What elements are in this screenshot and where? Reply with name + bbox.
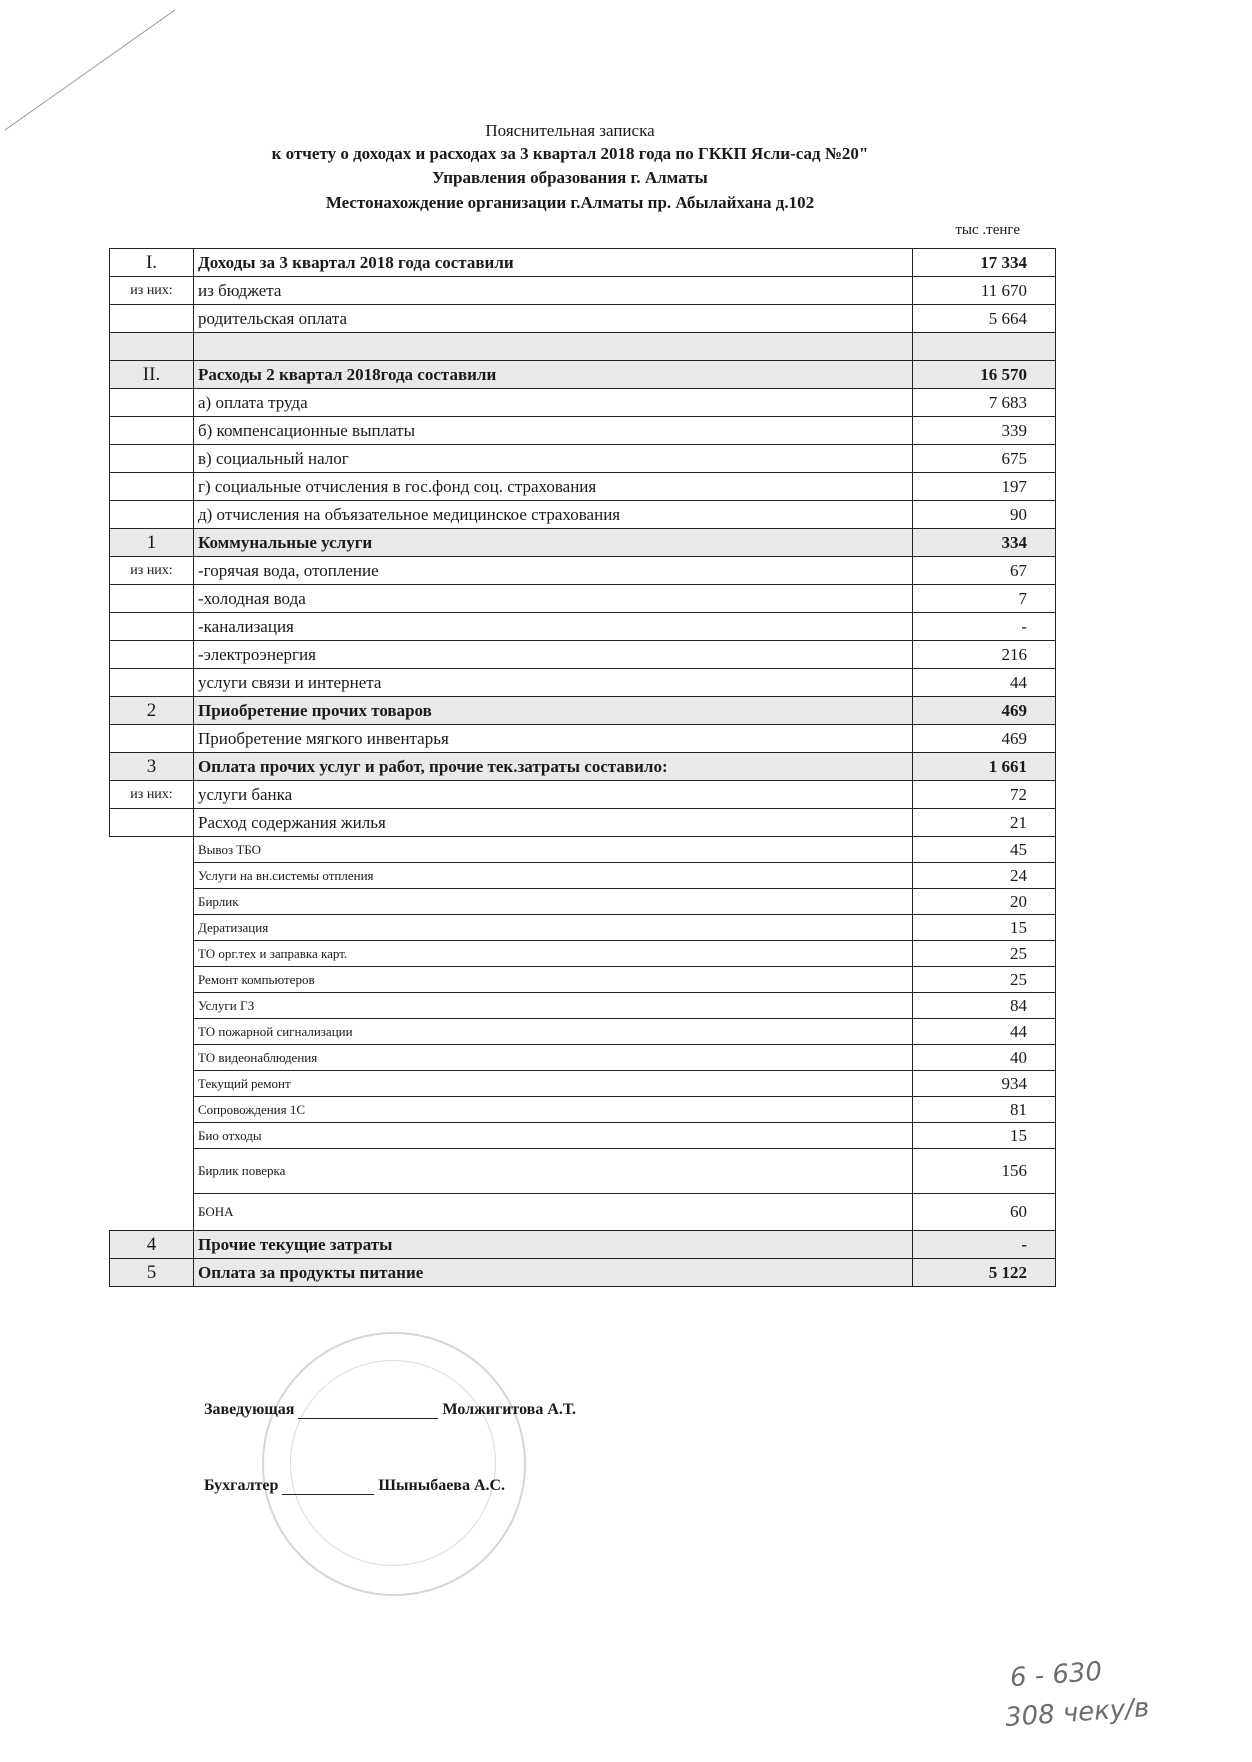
- table-row: [110, 725, 1056, 753]
- row-number: I.: [110, 249, 194, 277]
- row-description: Дератизация: [194, 915, 913, 941]
- row-value: 72: [913, 781, 1056, 809]
- row-description: Доходы за 3 квартал 2018 года составили: [194, 249, 913, 277]
- row-value: 15: [913, 915, 1056, 941]
- table-row: [110, 863, 1056, 889]
- row-description: Коммунальные услуги: [194, 529, 913, 557]
- table-row: [110, 781, 1056, 809]
- row-number: [110, 641, 194, 669]
- row-description: Ремонт компьютеров: [194, 967, 913, 993]
- row-number: [110, 669, 194, 697]
- row-description: в) социальный налог: [194, 445, 913, 473]
- row-value: 90: [913, 501, 1056, 529]
- row-description: а) оплата труда: [194, 389, 913, 417]
- doc-title: Пояснительная записка: [485, 121, 655, 140]
- row-number: [110, 1071, 194, 1097]
- row-value: 21: [913, 809, 1056, 837]
- row-value: 15: [913, 1123, 1056, 1149]
- row-description: Приобретение мягкого инвентарья: [194, 725, 913, 753]
- row-number: [110, 445, 194, 473]
- row-number: [110, 1123, 194, 1149]
- row-number: [110, 889, 194, 915]
- row-description: ТО пожарной сигнализации: [194, 1019, 913, 1045]
- row-description: -холодная вода: [194, 585, 913, 613]
- row-number: [110, 305, 194, 333]
- row-description: Услуги ГЗ: [194, 993, 913, 1019]
- row-description: б) компенсационные выплаты: [194, 417, 913, 445]
- table-row: [110, 1194, 1056, 1231]
- organization-stamp: [262, 1332, 526, 1596]
- table-row: [110, 613, 1056, 641]
- table-row: [110, 1259, 1056, 1287]
- row-description: Бирлик: [194, 889, 913, 915]
- row-value: 11 670: [913, 277, 1056, 305]
- row-number: [110, 1149, 194, 1194]
- row-number: 4: [110, 1231, 194, 1259]
- accountant-signature-line: [204, 1476, 505, 1495]
- row-value: 1 661: [913, 753, 1056, 781]
- table-row: [110, 1097, 1056, 1123]
- table-row: [110, 277, 1056, 305]
- table-row: [110, 501, 1056, 529]
- row-number: [110, 915, 194, 941]
- row-value: 156: [913, 1149, 1056, 1194]
- row-value: 25: [913, 941, 1056, 967]
- row-description: Оплата за продукты питание: [194, 1259, 913, 1287]
- table-row: [110, 333, 1056, 361]
- currency-unit: тыс .тенге: [955, 222, 1020, 238]
- table-row: [110, 641, 1056, 669]
- row-value: 7 683: [913, 389, 1056, 417]
- row-number: [110, 941, 194, 967]
- row-value: 67: [913, 557, 1056, 585]
- row-value: 675: [913, 445, 1056, 473]
- table-row: [110, 473, 1056, 501]
- table-row: [110, 1019, 1056, 1045]
- row-description: Расход содержания жилья: [194, 809, 913, 837]
- table-row: [110, 967, 1056, 993]
- row-value: 5 122: [913, 1259, 1056, 1287]
- row-number: [110, 1194, 194, 1231]
- row-description: Прочие текущие затраты: [194, 1231, 913, 1259]
- accountant-label: Бухгалтер: [204, 1477, 279, 1494]
- row-number: [110, 1045, 194, 1071]
- row-value: 44: [913, 669, 1056, 697]
- row-description: Сопровождения 1С: [194, 1097, 913, 1123]
- row-description: д) отчисления на объязательное медицинское страхования: [194, 501, 913, 529]
- row-description: Услуги на вн.системы отпления: [194, 863, 913, 889]
- row-description: Оплата прочих услуг и работ, прочие тек.затраты составило:: [194, 753, 913, 781]
- table-row: [110, 941, 1056, 967]
- table-row: [110, 809, 1056, 837]
- doc-location: Местонахождение организации г.Алматы пр. Абылайхана д.102: [325, 193, 815, 212]
- table-row: [110, 993, 1056, 1019]
- row-value: 81: [913, 1097, 1056, 1123]
- table-row: [110, 1045, 1056, 1071]
- row-number: 1: [110, 529, 194, 557]
- row-value: 5 664: [913, 305, 1056, 333]
- row-value: 334: [913, 529, 1056, 557]
- table-row: [110, 669, 1056, 697]
- row-number: из них:: [110, 557, 194, 585]
- row-number: [110, 417, 194, 445]
- row-number: из них:: [110, 781, 194, 809]
- row-value: 44: [913, 1019, 1056, 1045]
- row-number: 3: [110, 753, 194, 781]
- table-row: [110, 417, 1056, 445]
- row-value: 197: [913, 473, 1056, 501]
- row-number: [110, 389, 194, 417]
- row-description: Вывоз ТБО: [194, 837, 913, 863]
- row-description: родительская оплата: [194, 305, 913, 333]
- row-number: [110, 1097, 194, 1123]
- table-row: [110, 249, 1056, 277]
- row-number: [110, 863, 194, 889]
- table-row: [110, 1123, 1056, 1149]
- table-row: [110, 697, 1056, 725]
- handwritten-note-2: 308 чеку/в: [1004, 1692, 1151, 1734]
- table-row: [110, 1231, 1056, 1259]
- row-value: -: [913, 1231, 1056, 1259]
- row-number: [110, 585, 194, 613]
- row-number: [110, 613, 194, 641]
- director-name: Молжигитова А.Т.: [442, 1401, 576, 1418]
- table-row: [110, 445, 1056, 473]
- table-row: [110, 557, 1056, 585]
- row-description: -канализация: [194, 613, 913, 641]
- row-number: [110, 501, 194, 529]
- table-row: [110, 915, 1056, 941]
- row-number: из них:: [110, 277, 194, 305]
- row-number: [110, 967, 194, 993]
- row-value: 7: [913, 585, 1056, 613]
- row-description: -электроэнергия: [194, 641, 913, 669]
- row-description: -горячая вода, отопление: [194, 557, 913, 585]
- row-number: [110, 725, 194, 753]
- row-number: 2: [110, 697, 194, 725]
- row-value: 45: [913, 837, 1056, 863]
- row-number: II.: [110, 361, 194, 389]
- row-description: БОНА: [194, 1194, 913, 1231]
- row-value: 60: [913, 1194, 1056, 1231]
- row-value: 216: [913, 641, 1056, 669]
- table-row: [110, 585, 1056, 613]
- row-description: г) социальные отчисления в гос.фонд соц. страхования: [194, 473, 913, 501]
- row-value: 934: [913, 1071, 1056, 1097]
- row-value: -: [913, 613, 1056, 641]
- row-number: [110, 837, 194, 863]
- doc-subtitle: к отчету о доходах и расходах за 3 квартал 2018 года по ГККП Ясли-сад №20": [271, 144, 869, 163]
- row-description: услуги банка: [194, 781, 913, 809]
- table-row: [110, 529, 1056, 557]
- row-description: Расходы 2 квартал 2018года составили: [194, 361, 913, 389]
- signature-mark: [282, 1476, 374, 1495]
- row-value: 24: [913, 863, 1056, 889]
- row-value: 469: [913, 697, 1056, 725]
- table-row: [110, 361, 1056, 389]
- row-number: 5: [110, 1259, 194, 1287]
- row-description: [194, 333, 913, 361]
- table-row: [110, 389, 1056, 417]
- row-description: ТО видеонаблюдения: [194, 1045, 913, 1071]
- row-value: 17 334: [913, 249, 1056, 277]
- row-description: Приобретение прочих товаров: [194, 697, 913, 725]
- table-row: [110, 1149, 1056, 1194]
- row-number: [110, 1019, 194, 1045]
- row-value: [913, 333, 1056, 361]
- row-number: [110, 473, 194, 501]
- row-number: [110, 809, 194, 837]
- scan-artifact-line: [0, 0, 200, 140]
- accountant-name: Шыныбаева А.С.: [378, 1477, 506, 1494]
- row-number: [110, 993, 194, 1019]
- handwritten-note-1: 6 - 630: [1009, 1656, 1104, 1694]
- row-description: Текущий ремонт: [194, 1071, 913, 1097]
- row-value: 16 570: [913, 361, 1056, 389]
- row-description: Бирлик поверка: [194, 1149, 913, 1194]
- table-row: [110, 753, 1056, 781]
- row-description: услуги связи и интернета: [194, 669, 913, 697]
- row-value: 469: [913, 725, 1056, 753]
- table-row: [110, 305, 1056, 333]
- row-value: 20: [913, 889, 1056, 915]
- director-label: Заведующая: [204, 1401, 295, 1418]
- row-value: 339: [913, 417, 1056, 445]
- director-signature-line: [204, 1400, 576, 1419]
- row-value: 25: [913, 967, 1056, 993]
- row-description: из бюджета: [194, 277, 913, 305]
- signature-mark: [298, 1400, 438, 1419]
- doc-department: Управления образования г. Алматы: [432, 168, 708, 187]
- row-number: [110, 333, 194, 361]
- table-row: [110, 837, 1056, 863]
- row-value: 84: [913, 993, 1056, 1019]
- row-description: Био отходы: [194, 1123, 913, 1149]
- row-description: ТО орг.тех и заправка карт.: [194, 941, 913, 967]
- table-row: [110, 1071, 1056, 1097]
- table-row: [110, 889, 1056, 915]
- report-table: [109, 248, 1056, 1287]
- row-value: 40: [913, 1045, 1056, 1071]
